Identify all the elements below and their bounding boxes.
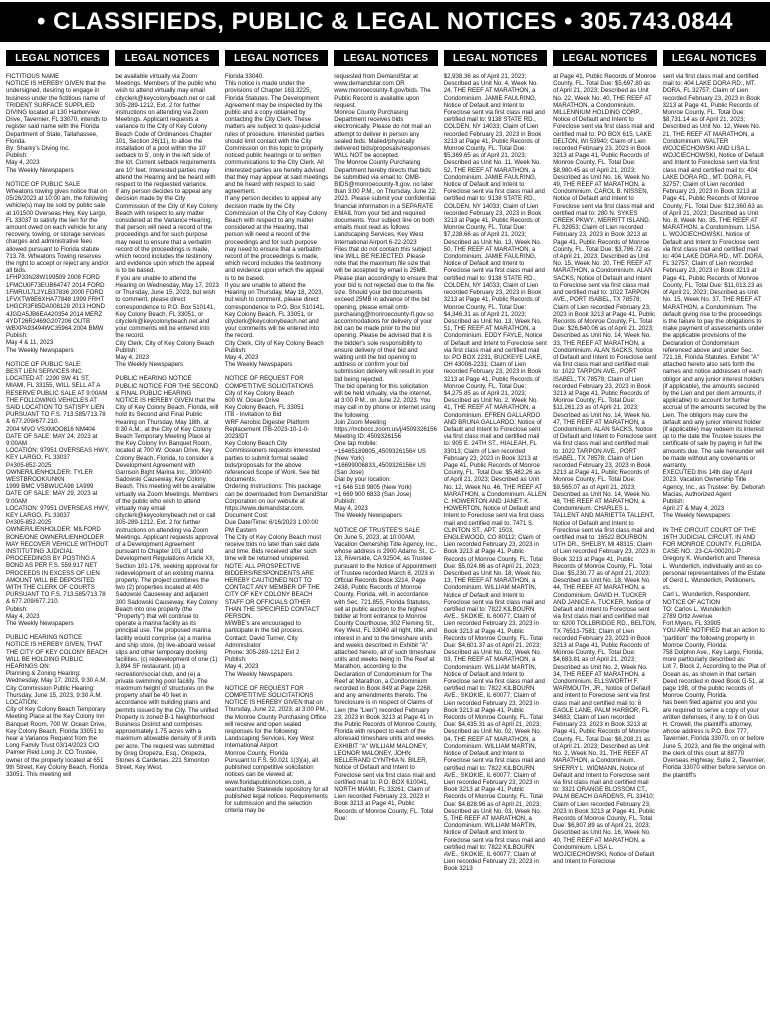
column-header: LEGAL NOTICES [115, 50, 218, 66]
notice-text: NOTICE OF TRUSTEE'S SALE On June 5, 2023, at 10:00AM, Vacation Ownership Title Agency, Inc., whose address is 2900 Adams St., C-13, Riverside, CA 92504, as Trustee pursuant to the Notice of Appointment of Trustee recorded March 8, 2023 in Official Records Book 3214, Page 2438, Public Records of Monroe County, Florida, will, in accordance with Sec. 721.855, Florida Statutes, sell at public auction to the highest bidder at front entrance to Monroe County Courthouse, 302 Fleming St., Key West, FL 33040 all right, title, and interest in and to the timeshare units and weeks described in Exhibit "A" attached hereto, all of such timeshare units and weeks being in The Reef at Marathon, according to the Declaration of Condominium for The Reef at Marathon, a Condominium recorded in Book 849 at Page 2268, and any amendments thereto. The foreclosure is in respect of Claims of Lien (the "Lien") recorded February 23, 2023 in Book 3213 at Page 41 in the Public Records of Monroe County, Florida with respect to each of the aforesaid timeshare units and weeks. EXHIBIT "A" WILLIAM MALONEY, LEONOR MALONEY, JOHN BELLERAND CYNTHIA N. BILER, Notice of Default and Intent to Foreclose sent via first class mail and certified mail to: P.O. BOX 610041, NORTH MIAMI, FL 33261; Claim of Lien recorded February 23, 2023 in Book 3213 at Page 41, Public Records of Monroe County, FL. Total Due: [334, 526, 438, 822]
column-body [553, 66, 656, 1024]
notice-text: NOTICE OF REQUEST FOR COMPETITIVE SOLICITATIONS City of Key Colony Beach 600 W. Ocean Drive Key Colony Beach, FL 33051 ITB - Invitation to Bid WRF Aerobic Digester Platform Replacement ITB-2023-10-1-0-2023/DT Key Colony Beach City Commissioners requests interested parties to submit formal sealed bids/proposals for the above referenced Scope of Work. See bid documents. Ordering Instructions: This package can be downloaded from DemandStar Corporation on our website at https://www.demandstar.com. Document Cost: Due Date/Time: 6/16/2023 1:00:00 PM Eastern The City of Key Colony Beach must receive bids no later than said date and time. Bids received after such time will be returned unopened. NOTE: ALL PROSPECTIVE BIDDERS/RESPONDENTS ARE HEREBY CAUTIONED NOT TO CONTACT ANY MEMBER OF THE CITY OF KEY COLONY BEACH STAFF OR OFFICIALS OTHER THAN THE SPECIFIED CONTACT PERSON. M/WBE's are encouraged to participate in the bid process. Contact: David Turner, City Administrator Phone: 305-289-1212 Ext 2 Publish: May 4, 2023 The Weekly Newspapers [224, 375, 328, 678]
column-body [663, 66, 766, 1024]
notice-columns [6, 50, 766, 1024]
notice-text: IN THE CIRCUIT COURT OF THE 16TH JUDICIAL CIRCUIT, IN AND FOR MONROE COUNTY, FLORIDA CASE NO.: 23-CA-000201-P Gregory K. Wunderlich and Theresa L. Wunderlich, individually and as co-personal representatives of the Estate of Gerd L. Wunderlich, Petitioners, vs. Carl L. Wunderlich, Respondent. NOTICE OF ACTION TO: Carlos L. Wunderlich 2789 Ortiz Avenue Fort Myers, FL 33905 YOU ARE NOTIFIED that an action to "partition" the following property in Monroe County, Florida: 758 Dolphin Ave., Key Largo, Florida, more particularly described as: Lot 7, Block 2, According to the Plat of Ocean as, as shown in that certain Deed recorded in deed Book G-51, at page 198, of the public records of Monroe County, Florida. has been filed against you and you are required to serve a copy of your written defenses, if any, to it on Gus H. Crowell, the plaintiff's attorney, whose address is P.O. Box 777, Tavernier, Florida 33070, on or before June 5, 2023, and file the original with the clerk of this court at 88770 Overseas Highway, Suite 2, Tavernier, Florida 33070 either before service on the plaintiff's [662, 526, 766, 779]
section-banner [0, 2, 770, 42]
notice-column [553, 50, 656, 1024]
column-body [334, 66, 437, 1024]
column-header: LEGAL NOTICES [553, 50, 656, 66]
notice-text: Florida 33040. This notice is made under the provisions of Chapter 163.3225, Florida Statutes. The Development Agreement may be inspected by the public and a copy obtained by contacting the City Clerk. These matters are subject to quasi-judicial rules of procedure. Interested parties should limit contact with the City Commission on this topic to properly noticed public hearings or to written communications to the City Clerk. All interested parties are hereby advised that they may appear at said meetings and be heard with respect to said agreement. If any person decides to appeal any decision made by the City Commission of the City of Key Colony Beach with respect to any matter considered at the Hearing, that person will need a record of the proceedings and for such purpose may need to ensure that a verbatim record of the proceedings is made, which record includes the testimony and evidence upon which the appeal is to be based. If you are unable to attend the Hearing on Thursday, May 18, 2023, but wish to comment, please direct correspondence to P.O. Box 510141, Key Colony Beach, FL 33051, or cityclerk@keycolonybeach.net and your comments will be entered into the record. City Clerk, City of Key Colony Beach Publish: May 4, 2023 The Weekly Newspapers [224, 73, 329, 369]
column-header: LEGAL NOTICES [444, 50, 547, 66]
column-body [225, 66, 328, 1024]
notice-column [6, 50, 109, 1024]
notice-text: be available virtually via Zoom Meetings. Members of the public who wish to attend virtually may email cityclerk@keycolonybeach.net or call 305-289-1212, Ext. 2 for further instructions on attending via Zoom Meetings. Applicant requests a variance to the City of Key Colony Beach Code of Ordinances Chapter 101, Section 26(11), to allow the installation of a pool within the 10' setback to 5', only in the left side of the lot. Current setback requirements are 10' feet. Interested parties may attend the Hearing and be heard with respect to the requested variance. If any person decides to appeal any decision made by the City Commission of the City of Key Colony Beach with respect to any matter considered at the Variance Hearing, that person will need a record of the proceedings and for such purpose may need to ensure that a verbatim record of the proceedings is made, which record includes the testimony and evidence upon which the appeal is to be based. If you are unable to attend the Hearing on Wednesday, May 17, 2023 or Thursday, June 15, 2023, but wish to comment, please direct correspondence to P.O. Box 510141, Key Colony Beach, FL 33051, or cityclerk@keycolonybeach.net and your comments will be entered into the record. City Clerk, City of Key Colony Beach Publish: May 4, 2023 The Weekly Newspapers [115, 73, 219, 369]
column-body [444, 66, 547, 1024]
column-header: LEGAL NOTICES [225, 50, 328, 66]
notice-text: PUBLIC HEARING NOTICE PUBLIC NOTICE FOR THE SECOND & FINAL PUBLIC HEARING NOTICE IS HEREBY GIVEN that the City of Key Colony Beach, Florida, will hold its Second and Final Public Hearing on Thursday, May 18th, at 9:30 A.M., at the City of Key Colony Beach Temporary Meeting Place at the Key Colony Inn Banquet Room, located at 700 W. Ocean Drive, Key Colony Beach, Florida, to consider a Development Agreement with Garrison Bight Marina Inc., 300/400 Sadowski Causeway, Key Colony Beach. This meeting will be available virtually via Zoom Meetings. Members of the public who wish to attend virtually may email cityclerk@keycolonybeach.net or call 305-289-1212, Ext. 2 for further instructions on attending via Zoom Meetings. Applicant requests approval of a Development Agreement pursuant to Chapter 101 of Land Development Regulations Article XII, Section 101-176, seeking approval for redevelopment of an existing marina property. The project combines the two (2) properties located at 400 Sadowski Causeway and adjacent 300 Sadowski Causeway, Key Colony Beach into one property (the "Property") that will continue to operate a marina facility as its principal use. The proposed marina facility would comprise (a) a marina and ship store, (b) live-aboard vessel slips and other temporary docking facilities, (c) redevelopment of one (1) 3,894 SF restaurant, (d) a recreation/social club, and (e) a private swimming pool facility. The maximum height of structures on the property shall be 40 feet in accordance with building plans and permits issued by the City. The unified Property is zoned B-1 Neighborhood Business District and comprises approximately 1.75 acres with a maximum allowable density of 8 units per acre. The request was submitted by Greg Oropeza, Esq., Oropeza, Stones & Cardenas, 221 Simonton Street, Key West, [115, 375, 219, 772]
notice-text: PUBLIC HEARING NOTICE NOTICE IS HEREBY GIVEN, THAT THE CITY OF KEY COLONY BEACH WILL BE HOLDING PUBLIC HEARINGS ON: Planning & Zoning Hearing: Wednesday, May 17, 2023, 9:30 A.M. City Commission Public Hearing: Thursday, June 15, 2023, 9:30 A.M. LOCATION: City of Key Colony Beach Temporary Meeting Place at the Key Colony Inn Banquet Room, 700 W. Ocean Drive, Key Colony Beach, Florida 33051 to hear a Variance Request from the Long Family Trust 03/14/2023 C/O Palmer Reid Long Jr. CO Trustee, owner of the property located at 651 9th Street, Key Colony Beach, Florida 33051. This meeting will [6, 634, 108, 779]
column-header: LEGAL NOTICES [663, 50, 766, 66]
notice-text: NOTICE OF PUBLIC SALE Wheatons towing gives notice that on 05/26/2023 at 10:00 am, the following vehicle(s) may be sold by public sale at 101500 Overseas Hwy, Key Largo, FL 33037 to satisfy the lien for the amount owed on each vehicle for any recovery, towing, or storage services charges and administrative fees allowed pursuant to Florida statute 713.78. Wheatons Towing reserves the right to accept or reject any and/or all bids. 1FHP33N28W199509 2008 FORD 1FMCU0F73EUB64747 2014 FORD 1FMRU17L2YLB37836 2000 FORD 1FVXTW8E6XHA77848 1999 FRHT 1HGCR3F85DA008128 2013 HOND 4JGDA5JB6EA420354 2014 MERZ 4YDT26R2469G207206 OUTB WBXPA93494WC35964 2004 BMW Publish: May 4 & 11, 2023 The Weekly Newspapers [6, 180, 109, 354]
notice-text: NOTICE OF REQUEST FOR COMPETITIVE SOLICITATIONS NOTICE IS HEREBY GIVEN that on Thursday, June 22, 2023, at 3:00 PM., the Monroe County Purchasing Office will receive and open sealed responses for the following: Landscaping Services, Key West International Airport Monroe County, Florida Pursuant to F.S. 50.021 1(3)(a), all published competitive solicitation notices can be viewed at: www.floridapublicnotices.com, a searchable Statewide repository for all published legal notices. Requirements for submission and the selection criteria may be [224, 684, 329, 815]
column-header: LEGAL NOTICES [6, 50, 109, 66]
column-body [6, 66, 109, 1024]
notice-text: NOTICE OF PUBLIC SALE: BEST LIEN SERVICES INC. LOCATED AT: 2290 SW 41 ST, MIAMI, FL 33155, WILL SELL AT A RESERVE PUBLIC SALE AT 9:00AM THE FOLLOWING VEHICLES AT SAID LOCATION TO SATISFY LIEN PURSUANT TO F.S. 713.585/713.78 & 677.209/677.210. 2004 MVO VSXMOO816 NM404 DATE OF SALE: MAY 24, 2023 at 9:00AM LOCATION: 97951 OVERSEAS HWY, KEY LARGO, FL 33037 P#305-852-2025 OWNER/LIENHOLDER: TYLER WESTBROOK/UNKN 1999 BMC VSBWUCA98 1A999 DATE OF SALE: MAY 29, 2023 at 9:00AM LOCATION: 97951 OVERSEAS HWY, KEY LARGO, FL 33037 P#305-852-2025 OWNER/LIENHOLDER: MILFORD BONE/ONE OWNER/LIENHOLDER MAY RECOVER VEHICLE WITHOUT INSTITUTING JUDICIAL PROCEEDINGS BY POSTING A BOND AS PER F.S. 559.917 NET PROCEEDS IN EXCESS OF LIEN AMOUNT WILL BE DEPOSITED WITH THE CLERK OF COURTS PURSUANT TO F.S. 713.585/713.78 & 677.209/677.210. Publish: May 4, 2023 The Weekly Newspapers [6, 360, 110, 628]
notice-text: FICTITIOUS NAME NOTICE IS HEREBY GIVEN that the undersigned, desiring to engage in business under the fictitious name of TRIDENT SURFACE SUPPLIED DIVING located at 130 Harborview Drive, Tavernier, FL 33070, intends to register said name with the Florida Department of State, Tallahassee, Florida. By: Sharky's Diving Inc. Publish: May 4, 2023 The Weekly Newspapers [6, 73, 107, 174]
section-title: • CLASSIFIEDS, PUBLIC & LEGAL NOTICES • 305.743.0844 [37, 8, 733, 35]
notice-text: at Page 41, Public Records of Monroe County, FL. Total Due: $5,697.80 as of April 21, 2023; Described as Unit No. 22, Week No. 40, THE REEF AT MARATHON, a Condominium. MILLENNIUM HOLDING CORP., Notice of Default and Intent to Foreclose sent via first class mail and certified mail to: PO BOX 615, LAKE DELTON, WI 53940; Claim of Lien recorded February 23, 2023 in Book 3213 at Page 41, Public Records of Monroe County, FL. Total Due: $8,980.45 as of April 21, 2023; Described as Unit No. 16, Week No. 49, THE REEF AT MARATHON, a Condominium. CAROL B. NISSEN, Notice of Default and Intent to Foreclose sent via first class mail and certified mail to: 280 N. SYKES CREEK PKWY., MERRITT ISLAND, FL 32953; Claim of Lien recorded February 23, 2023 in Book 3213 at Page 41, Public Records of Monroe County, FL. Total Due: $3,786.72 as of April 21, 2023; Described as Unit No. 15, Week No. 20, THE REEF AT MARATHON, a Condominium. ALAN SACKS, Notice of Default and Intent to Foreclose sent via first class mail and certified mail to: 1022 TARPON AVE., PORT ISABEL, TX 78578; Claim of Lien recorded February 23, 2023 in Book 3213 at Page 41, Public Records of Monroe County, FL. Total Due: $26,840.06 as of April 21, 2023; Described as Unit No. 14, Week No. 33, THE REEF AT MARATHON, a Condominium. ALAN SACKS, Notice of Default and Intent to Foreclose sent via first class mail and certified mail to: 1022 TARPON AVE., PORT ISABEL, TX 78578; Claim of Lien recorded February 23, 2023 in Book 3213 at Page 41, Public Records of Monroe County, FL. Total Due: $11,261.23 as of April 21, 2023; Described as Unit No. 14, Week No. 47, THE REEF AT MARATHON, a Condominium. ALAN SACKS, Notice of Default and Intent to Foreclose sent via first class mail and certified mail to: 1022 TARPON AVE., PORT ISABEL, TX 78578; Claim of Lien recorded February 23, 2023 in Book 3213 at Page 41, Public Records of Monroe County, FL. Total Due: $9,565.07 as of April 21, 2023; Described as Unit No. 14, Week No. 48, THE REEF AT MARATHON, a Condominium. CHARLES L. TALLENT AND MARIETTA TALLENT, Notice of Default and Intent to Foreclose sent via first class mail and certified mail to: 16522 BOURBON UTH DR., SHELBY, MI 48315; Claim of Lien recorded February 23, 2023 in Book 3213 at Page 41, Public Records of Monroe County, FL. Total Due: $5,230.77 as of April 21, 2023; Described as Unit No. 18, Week No. 44, THE REEF AT MARATHON, a Condominium. DAVID H. TUCKER AND JANICE A. TUCKER, Notice of Default and Intent to Foreclose sent via first class mail and certified mail to: 6200 TOLLBRIDGE RD., BELTON, TX 76513-7581; Claim of Lien recorded February 23, 2023 in Book 3213 at Page 41, Public Records of Monroe County, FL. Total Due: $4,683.81 as of April 21, 2023; Described as Unit No. 2, Week No. 34, THE REEF AT MARATHON, a Condominium. ELLSWORTH F. WARMOUTH, JR., Notice of Default and Intent to Foreclose sent via first class mail and certified mail to: 8 EAGLE LANE, PALM HARBOR, FL 34683; Claim of Lien recorded February 23, 2023 in Book 3213 at Page 41, Public Records of Monroe County, FL. Total Due: $6,208.21 as of April 21, 2023; Described as Unit No. 2, Week No. 31, THE REEF AT MARATHON, a Condominium. SHERRY L. WIDMANN, Notice of Default and Intent to Foreclose sent via first class mail and certified mail to: 3321 ORANGE BLOSSOM CT., PALM BEACH GARDENS, FL 33410; Claim of Lien recorded February 23, 2023 in Book 3213 at Page 41, Public Records of Monroe County, FL. Total Due: $6,807.89 as of April 21, 2023; Described as Unit No. 16, Week No. 40, THE REEF AT MARATHON, a Condominium. LISA L. WOJCIECHOWSKI, Notice of Default and Intent to Foreclose [553, 73, 657, 866]
notice-text: $2,938.36 as of April 21, 2023; Described as Unit No. 4, Week No. 24, THE REEF AT MARATHON, a Condominium. JAMIE FAULRING, Notice of Default and Intent to Foreclose sent via first class mail and certified mail to: 9138 STATE RD., COLDEN, NY 14033; Claim of Lien recorded February 23, 2023 in Book 3213 at Page 41, Public Records of Monroe County, FL. Total Due: $5,369.65 as of April 21, 2023; Described as Unit No. 11, Week No. 52, THE REEF AT MARATHON, a Condominium. JAMIE FAULRING, Notice of Default and Intent to Foreclose sent via first class mail and certified mail to: 9138 STATE RD., COLDEN, NY 14033; Claim of Lien recorded February 23, 2023 in Book 3213 at Page 41, Public Records of Monroe County, FL. Total Due: $7,238.66 as of April 21, 2023; Described as Unit No. 13, Week No. 50, THE REEF AT MARATHON, a Condominium. JAMIE FAULRING, Notice of Default and Intent to Foreclose sent via first class mail and certified mail to: 9138 STATE RD., COLDEN, NY 14033; Claim of Lien recorded February 23, 2023 in Book 3213 at Page 41, Public Records of Monroe County, FL. Total Due: $4,346.31 as of April 21, 2023; Described as Unit No. 13, Week No. 51, THE REEF AT MARATHON, a Condominium. EDDY FAYLE, Notice of Default and Intent to Foreclose sent via first class mail and certified mail to: PO BOX 2231, BUCKEYE LAKE, OH 43008-2231; Claim of Lien recorded February 23, 2023 in Book 3213 at Page 41, Public Records of Monroe County, FL. Total Due: $4,275.85 as of April 21, 2023; Described as Unit No. 2, Week No. 41, THE REEF AT MARATHON, a Condominium. EFREN GALLARDO AND BRUNA GALLARDO, Notice of Default and Intent to Foreclose sent via first class mail and certified mail to: 905 E. 24TH ST., HIALEAH, FL 33013; Claim of Lien recorded February 23, 2023 in Book 3213 at Page 41, Public Records of Monroe County, FL. Total Due: $5,482.26 as of April 21, 2023; Described as Unit No. 12, Week No. 46, THE REEF AT MARATHON, a Condominium. ALLEN C. HOWERTON AND JANET K. HOWERTON, Notice of Default and Intent to Foreclose sent via first class mail and certified mail to: 7471 S. CLINTON ST., APT. 1503, ENGLEWOOD, CO 80112; Claim of Lien recorded February 23, 2023 in Book 3213 at Page 41, Public Records of Monroe County, FL. Total Due: $5,024.86 as of April 21, 2023; Described as Unit No. 18, Week No. 13, THE REEF AT MARATHON, a Condominium. WILLIAM MARTIN, Notice of Default and Intent to Foreclose sent via first class mail and certified mail to: 7822 KILBOURN AVE., SKOKIE, IL 60077; Claim of Lien recorded February 23, 2023 in Book 3213 at Page 41, Public Records of Monroe County, FL. Total Due: $4,601.37 as of April 21, 2023; Described as Unit No. 02, Week No. 03, THE REEF AT MARATHON, a Condominium. WILLIAM MARTIN, Notice of Default and Intent to Foreclose sent via first class mail and certified mail to: 7822 KILBOURN AVE., SKOKIE, IL 60077; Claim of Lien recorded February 23, 2023 in Book 3213 at Page 41, Public Records of Monroe County, FL. Total Due: $4,435.31 as of April 21, 2023; Described as Unit No. 02, Week No. 04, THE REEF AT MARATHON, a Condominium. WILLIAM MARTIN, Notice of Default and Intent to Foreclose sent via first class mail and certified mail to: 7822 KILBOURN AVE., SKOKIE, IL 60077; Claim of Lien recorded February 23, 2023 in Book 3213 at Page 41, Public Records of Monroe County, FL. Total Due: $4,828.96 as of April 21, 2023; Described as Unit No. 03, Week No. 5, THE REEF AT MARATHON, a Condominium. WILLIAM MARTIN, Notice of Default and Intent to Foreclose sent via first class mail and certified mail to: 7822 KILBOURN AVE., SKOKIE, IL 60077; Claim of Lien recorded February 23, 2023 in Book 3213 [443, 73, 548, 873]
column-body [115, 66, 218, 1024]
notice-column [663, 50, 766, 1024]
notice-column [334, 50, 437, 1024]
notice-column [444, 50, 547, 1024]
notice-text: sent via first class mail and certified mail to: 404 LAKE DORA RD., MT. DORA, FL 32757; Claim of Lien recorded February 23, 2023 in Book 3213 at Page 41, Public Records of Monroe County, FL. Total Due: $8,731.14 as of April 21, 2023; Described as Unit No. 12, Week No. 21, THE REEF AT MARATHON, a Condominium. WALTER WOJCIECHOWSKI AND LISA L. WOJCIECHOWSKI, Notice of Default and Intent to Foreclose sent via first class mail and certified mail to: 404 LAKE DORA RD., MT. DORA, FL 32757; Claim of Lien recorded February 23, 2023 in Book 3213 at Page 41, Public Records of Monroe County, FL. Total Due: $12,360.63 as of April 21, 2023; Described as Unit No. 8, Week No. 35, THE REEF AT MARATHON, a Condominium. LISA L. WOJCIECHOWSKI, Notice of Default and Intent to Foreclose sent via first class mail and certified mail to: 404 LAKE DORA RD., MT. DORA, FL 32757; Claim of Lien recorded February 23, 2023 in Book 3213 at Page 41, Public Records of Monroe County, FL. Total Due: $11,013.23 as of April 21, 2023; Described as Unit No. 15, Week No. 37, THE REEF AT MARATHON, a Condominium. The default giving rise to the proceedings is the failure to pay the obligations to make payment of assessments under the applicable provisions of the Declaration of Condominium referenced above and under Sec. 721.16, Florida Statutes. Exhibit "A" attached hereto also sets forth the names and notice addresses of each obligor and any junior interest holders (if applicable), the amounts secured by the Lien and per diem amounts, if applicable) to account for further accrual of the amounts secured by the Lien. The obligors may cure the default and any junior interest holder (if applicable) may redeem its interest up to the date the Trustee issues the certificate of sale by paying in full the amounts due. The sale hereunder will be made without any covenants or warranty. EXECUTED this 14th day of April 2023. Vacation Ownership Title Agency, Inc., as Trustee: By: Deborah Macias, Authorized Agent Publish: April 27 & May 4, 2023 The Weekly Newspapers [662, 73, 766, 520]
notice-column [115, 50, 218, 1024]
notice-column [225, 50, 328, 1024]
column-header: LEGAL NOTICES [334, 50, 437, 66]
notice-text: requested from DemandStar at www.demandstar.com OR www.monroecounty-fl.gov/bids. The Public Record is available upon request. Monroe County Purchasing Department receives bids electronically. Please do not mail an attempt to deliver in person any sealed bids. Mailed/physically delivered bids/proposals/responses WILL NOT be accepted. The Monroe County Purchasing Department hereby directs that bids be submitted via email to: OMB-BIDS@monroecounty-fl.gov, no later than 3:00 P.M., on Thursday, June 22, 2023. Please submit your confidential financial information in a SEPARATE EMAIL from your bid and required documents. Your subject line on both emails must read as follows: Landscaping Services, Key West International Airport 6-22-2023 Files that do not contain this subject line WILL BE REJECTED. Please note that the maximum file size that will be accepted by email is 25MB. Please plan accordingly to ensure that your bid is not rejected due to the file size. Should your bid documents exceed 25MB in advance of the bid opening, please email omb-purchasing@monroecounty-fl.gov so accommodations for delivery of your bid can be made prior to the bid opening. Please be advised that it is the bidder's sole responsibility to ensure delivery of their bid and waiting until the bid opening to address or confirm your bid submission delivery will result in your bid being rejected. The bid opening for this solicitation will be held virtually, via the internet, at 3:00 P.M., on June 22, 2023. You may call in by phone or internet using the following: Join Zoom Meeting https://mcbocc.zoom.us/j/4509326156 Meeting ID: 4509326156 One tap mobile: +16465189805,,4509326156# US (New York) +16699006833,,4509326156# US (San Jose) Dial by your location: +1 646 518 9805 (New York) +1 669 900 6833 (San Jose) Publish: May 4, 2023 The Weekly Newspapers [334, 73, 438, 520]
